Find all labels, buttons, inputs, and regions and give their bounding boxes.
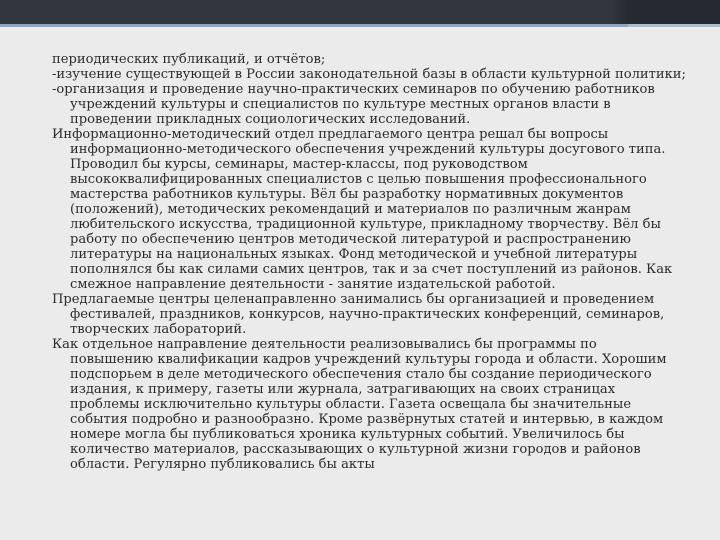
body-paragraph	[52, 67, 702, 82]
paragraph-line: высококвалифицированных специалистов с целью повышения профессионального	[70, 172, 647, 187]
paragraph-line: события подробно и разнообразно. Кроме развёрнутых статей и интервью, в каждом	[70, 412, 664, 427]
paragraph-line: (положений), методических рекомендаций и материалов по различным жанрам	[70, 202, 631, 217]
paragraph-line: работу по обеспечению центров методической литературой и распространению	[70, 232, 631, 247]
paragraph-line: повышению квалификации кадров учреждений культуры города и области. Хорошим	[70, 352, 667, 367]
paragraph-line: проведении прикладных социологических исследований.	[70, 112, 471, 127]
paragraph-line: Проводил бы курсы, семинары, мастер-классы, под руководством	[70, 157, 528, 172]
paragraph-line: подспорьем в деле методического обеспечения стало бы создание периодического	[70, 367, 652, 382]
corner-tab-block	[628, 0, 720, 24]
paragraph-line: Предлагаемые центры целенаправленно занимались бы организацией и проведением	[52, 292, 655, 307]
paragraph-line: мастерства работников культуры. Вёл бы разработку нормативных документов	[70, 187, 624, 202]
body-paragraph	[52, 337, 702, 472]
paragraph-line: области. Регулярно публиковались бы акты	[70, 457, 375, 472]
paragraph-line: периодических публикаций, и отчётов;	[52, 52, 326, 67]
paragraph-line: Информационно-методический отдел предлагаемого центра решал бы вопросы	[52, 127, 609, 142]
paragraph-line: издания, к примеру, газеты или журнала, затрагивающих на своих страницах	[70, 382, 616, 397]
title-bar-accent-line	[0, 24, 720, 27]
paragraph-line: Как отдельное направление деятельности реализовывались бы программы по	[52, 337, 597, 352]
paragraph-line: -организация и проведение научно-практических семинаров по обучению работников	[52, 82, 655, 97]
paragraph-line: информационно-методического обеспечения учреждений культуры досугового типа.	[70, 142, 666, 157]
body-paragraph	[52, 82, 702, 127]
paragraph-line: проблемы исключительно культуры области. Газета освещала бы значительные	[70, 397, 632, 412]
paragraph-line: литературы на национальных языках. Фонд методической и учебной литературы	[70, 247, 638, 262]
corner-tab-underline	[628, 24, 720, 27]
paragraph-line: смежное направление деятельности - занятие издательской работой.	[70, 277, 556, 292]
paragraph-line: -изучение существующей в России законодательной базы в области культурной политики;	[52, 67, 686, 82]
paragraph-line: любительского искусства, традиционной культуре, прикладному творчеству. Вёл бы	[70, 217, 661, 232]
body-paragraph	[52, 127, 702, 292]
paragraph-line: номере могла бы публиковаться хроника культурных событий. Увеличилось бы	[70, 427, 625, 442]
slide-body-text	[52, 52, 702, 472]
corner-tab-edge	[612, 0, 628, 24]
body-paragraph	[52, 52, 702, 67]
paragraph-line: творческих лабораторий.	[70, 322, 247, 337]
body-paragraph	[52, 292, 702, 337]
paragraph-line: учреждений культуры и специалистов по культуре местных органов власти в	[70, 97, 611, 112]
paragraph-line: фестивалей, праздников, конкурсов, научно-практических конференций, семинаров,	[70, 307, 665, 322]
paragraph-line: пополнялся бы как силами самих центров, так и за счет поступлений из районов. Как	[70, 262, 673, 277]
paragraph-line: количество материалов, рассказывающих о культурной жизни городов и районов	[70, 442, 641, 457]
